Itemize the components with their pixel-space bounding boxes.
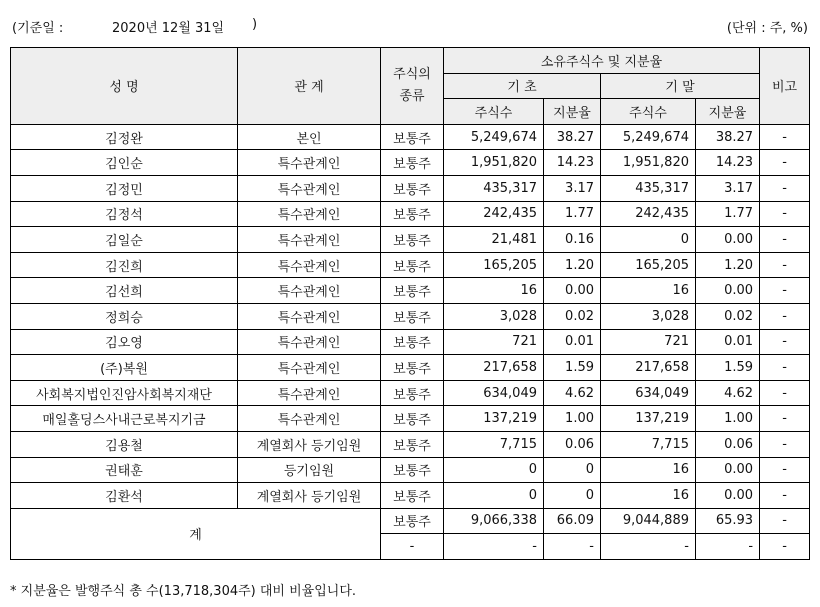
table-row	[11, 175, 810, 201]
holder-name-cell: 김진희	[11, 252, 238, 278]
end-ratio-cell: 1.20	[696, 252, 760, 278]
end-shares-cell: 3,028	[601, 303, 696, 329]
holder-relation-cell: 특수관계인	[238, 150, 381, 176]
table-row	[11, 355, 810, 381]
footnote: * 지분율은 발행주식 총 수(13,718,304주) 대비 비율입니다.	[10, 584, 357, 599]
col-holdings-group-header: 소유주식수 및 지분율	[444, 48, 760, 74]
begin-shares-cell: 3,028	[444, 303, 544, 329]
stock-type-cell: 보통주	[381, 175, 444, 201]
begin-ratio-cell: 0.16	[544, 227, 601, 253]
end-shares-cell: 7,715	[601, 431, 696, 457]
holder-relation-cell: 특수관계인	[238, 355, 381, 381]
total-stock-type-cell: -	[381, 534, 444, 560]
basis-date-label: (기준일 :	[12, 21, 64, 36]
end-ratio-cell: 1.77	[696, 201, 760, 227]
total-note-cell: -	[760, 534, 810, 560]
unit-label: (단위 : 주, %)	[726, 21, 808, 36]
begin-shares-cell: 7,715	[444, 431, 544, 457]
shareholding-table	[10, 47, 810, 560]
begin-shares-cell: 21,481	[444, 227, 544, 253]
col-begin-header: 기 초	[444, 73, 601, 99]
total-begin-shares-cell: 9,066,338	[444, 508, 544, 534]
end-ratio-cell: 0.00	[696, 227, 760, 253]
basis-date-close: )	[252, 17, 258, 32]
total-begin-ratio-cell: 66.09	[544, 508, 601, 534]
total-end-ratio-cell: -	[696, 534, 760, 560]
begin-shares-cell: 5,249,674	[444, 124, 544, 150]
begin-ratio-cell: 3.17	[544, 175, 601, 201]
begin-ratio-cell: 0.06	[544, 431, 601, 457]
begin-ratio-cell: 1.59	[544, 355, 601, 381]
holder-relation-cell: 계열회사 등기임원	[238, 431, 381, 457]
col-begin-ratio-header: 지분율	[544, 99, 601, 125]
stock-type-cell: 보통주	[381, 329, 444, 355]
note-cell: -	[760, 483, 810, 509]
begin-ratio-cell: 0.00	[544, 278, 601, 304]
stock-type-cell: 보통주	[381, 355, 444, 381]
holder-name-cell: 사회복지법인진암사회복지재단	[11, 380, 238, 406]
end-ratio-cell: 0.01	[696, 329, 760, 355]
holder-name-cell: 김용철	[11, 431, 238, 457]
begin-ratio-cell: 1.20	[544, 252, 601, 278]
note-cell: -	[760, 303, 810, 329]
note-cell: -	[760, 227, 810, 253]
begin-shares-cell: 634,049	[444, 380, 544, 406]
note-cell: -	[760, 431, 810, 457]
holder-name-cell: 김환석	[11, 483, 238, 509]
holder-relation-cell: 등기임원	[238, 457, 381, 483]
holder-relation-cell: 특수관계인	[238, 252, 381, 278]
stock-type-cell: 보통주	[381, 483, 444, 509]
stock-type-cell: 보통주	[381, 227, 444, 253]
begin-ratio-cell: 0.01	[544, 329, 601, 355]
end-ratio-cell: 0.02	[696, 303, 760, 329]
col-name-header: 성 명	[11, 48, 238, 125]
begin-shares-cell: 1,951,820	[444, 150, 544, 176]
begin-shares-cell: 242,435	[444, 201, 544, 227]
total-end-shares-cell: -	[601, 534, 696, 560]
holder-relation-cell: 특수관계인	[238, 406, 381, 432]
end-shares-cell: 634,049	[601, 380, 696, 406]
holder-name-cell: 김선희	[11, 278, 238, 304]
table-row	[11, 303, 810, 329]
table-row	[11, 406, 810, 432]
end-shares-cell: 16	[601, 278, 696, 304]
holder-name-cell: (주)복원	[11, 355, 238, 381]
holder-relation-cell: 특수관계인	[238, 380, 381, 406]
end-ratio-cell: 3.17	[696, 175, 760, 201]
holder-name-cell: 김인순	[11, 150, 238, 176]
begin-shares-cell: 16	[444, 278, 544, 304]
begin-ratio-cell: 0.02	[544, 303, 601, 329]
col-end-ratio-header: 지분율	[696, 99, 760, 125]
begin-ratio-cell: 0	[544, 483, 601, 509]
end-ratio-cell: 4.62	[696, 380, 760, 406]
begin-ratio-cell: 14.23	[544, 150, 601, 176]
table-caption	[12, 17, 808, 37]
stock-type-cell: 보통주	[381, 431, 444, 457]
begin-ratio-cell: 1.77	[544, 201, 601, 227]
col-type-header: 주식의 종류	[381, 48, 444, 125]
end-shares-cell: 242,435	[601, 201, 696, 227]
begin-shares-cell: 721	[444, 329, 544, 355]
table-row	[11, 431, 810, 457]
end-ratio-cell: 0.00	[696, 483, 760, 509]
end-shares-cell: 435,317	[601, 175, 696, 201]
table-row	[11, 124, 810, 150]
col-note-header: 비고	[760, 48, 810, 125]
begin-shares-cell: 435,317	[444, 175, 544, 201]
begin-ratio-cell: 1.00	[544, 406, 601, 432]
note-cell: -	[760, 278, 810, 304]
table-row	[11, 150, 810, 176]
stock-type-cell: 보통주	[381, 201, 444, 227]
begin-shares-cell: 137,219	[444, 406, 544, 432]
holder-name-cell: 권태훈	[11, 457, 238, 483]
end-ratio-cell: 38.27	[696, 124, 760, 150]
end-shares-cell: 16	[601, 457, 696, 483]
begin-ratio-cell: 0	[544, 457, 601, 483]
holder-relation-cell: 특수관계인	[238, 329, 381, 355]
holder-relation-cell: 계열회사 등기임원	[238, 483, 381, 509]
table-row	[11, 329, 810, 355]
table-row	[11, 201, 810, 227]
begin-shares-cell: 0	[444, 483, 544, 509]
holder-name-cell: 매일홀딩스사내근로복지기금	[11, 406, 238, 432]
end-shares-cell: 16	[601, 483, 696, 509]
table-row	[11, 278, 810, 304]
total-end-shares-cell: 9,044,889	[601, 508, 696, 534]
col-relation-header: 관 계	[238, 48, 381, 125]
stock-type-cell: 보통주	[381, 303, 444, 329]
holder-name-cell: 김정완	[11, 124, 238, 150]
end-shares-cell: 5,249,674	[601, 124, 696, 150]
total-note-cell: -	[760, 508, 810, 534]
note-cell: -	[760, 124, 810, 150]
begin-ratio-cell: 4.62	[544, 380, 601, 406]
end-ratio-cell: 0.00	[696, 278, 760, 304]
end-shares-cell: 721	[601, 329, 696, 355]
end-shares-cell: 137,219	[601, 406, 696, 432]
end-ratio-cell: 0.00	[696, 457, 760, 483]
note-cell: -	[760, 175, 810, 201]
total-begin-ratio-cell: -	[544, 534, 601, 560]
total-end-ratio-cell: 65.93	[696, 508, 760, 534]
table-row	[11, 457, 810, 483]
stock-type-cell: 보통주	[381, 252, 444, 278]
total-stock-type-cell: 보통주	[381, 508, 444, 534]
begin-shares-cell: 217,658	[444, 355, 544, 381]
holder-relation-cell: 특수관계인	[238, 175, 381, 201]
begin-ratio-cell: 38.27	[544, 124, 601, 150]
end-shares-cell: 0	[601, 227, 696, 253]
table-row	[11, 252, 810, 278]
end-ratio-cell: 14.23	[696, 150, 760, 176]
total-row	[11, 508, 810, 534]
end-shares-cell: 1,951,820	[601, 150, 696, 176]
note-cell: -	[760, 201, 810, 227]
note-cell: -	[760, 406, 810, 432]
stock-type-cell: 보통주	[381, 278, 444, 304]
stock-type-cell: 보통주	[381, 124, 444, 150]
note-cell: -	[760, 355, 810, 381]
begin-shares-cell: 0	[444, 457, 544, 483]
holder-name-cell: 김오영	[11, 329, 238, 355]
note-cell: -	[760, 380, 810, 406]
holder-relation-cell: 특수관계인	[238, 278, 381, 304]
holder-relation-cell: 특수관계인	[238, 227, 381, 253]
total-label: 계	[11, 508, 381, 559]
end-shares-cell: 217,658	[601, 355, 696, 381]
basis-date: 2020년 12월 31일	[112, 21, 225, 36]
total-begin-shares-cell: -	[444, 534, 544, 560]
end-shares-cell: 165,205	[601, 252, 696, 278]
holder-name-cell: 김일순	[11, 227, 238, 253]
holder-name-cell: 김정민	[11, 175, 238, 201]
table-row	[11, 380, 810, 406]
holder-relation-cell: 특수관계인	[238, 201, 381, 227]
col-end-header: 기 말	[601, 73, 760, 99]
stock-type-cell: 보통주	[381, 150, 444, 176]
holder-relation-cell: 특수관계인	[238, 303, 381, 329]
note-cell: -	[760, 329, 810, 355]
holder-relation-cell: 본인	[238, 124, 381, 150]
holder-name-cell: 김정석	[11, 201, 238, 227]
stock-type-cell: 보통주	[381, 457, 444, 483]
note-cell: -	[760, 150, 810, 176]
table-row	[11, 483, 810, 509]
end-ratio-cell: 1.59	[696, 355, 760, 381]
col-end-shares-header: 주식수	[601, 99, 696, 125]
note-cell: -	[760, 252, 810, 278]
end-ratio-cell: 0.06	[696, 431, 760, 457]
holder-name-cell: 정희승	[11, 303, 238, 329]
begin-shares-cell: 165,205	[444, 252, 544, 278]
stock-type-cell: 보통주	[381, 406, 444, 432]
note-cell: -	[760, 457, 810, 483]
table-row	[11, 227, 810, 253]
stock-type-cell: 보통주	[381, 380, 444, 406]
end-ratio-cell: 1.00	[696, 406, 760, 432]
col-begin-shares-header: 주식수	[444, 99, 544, 125]
